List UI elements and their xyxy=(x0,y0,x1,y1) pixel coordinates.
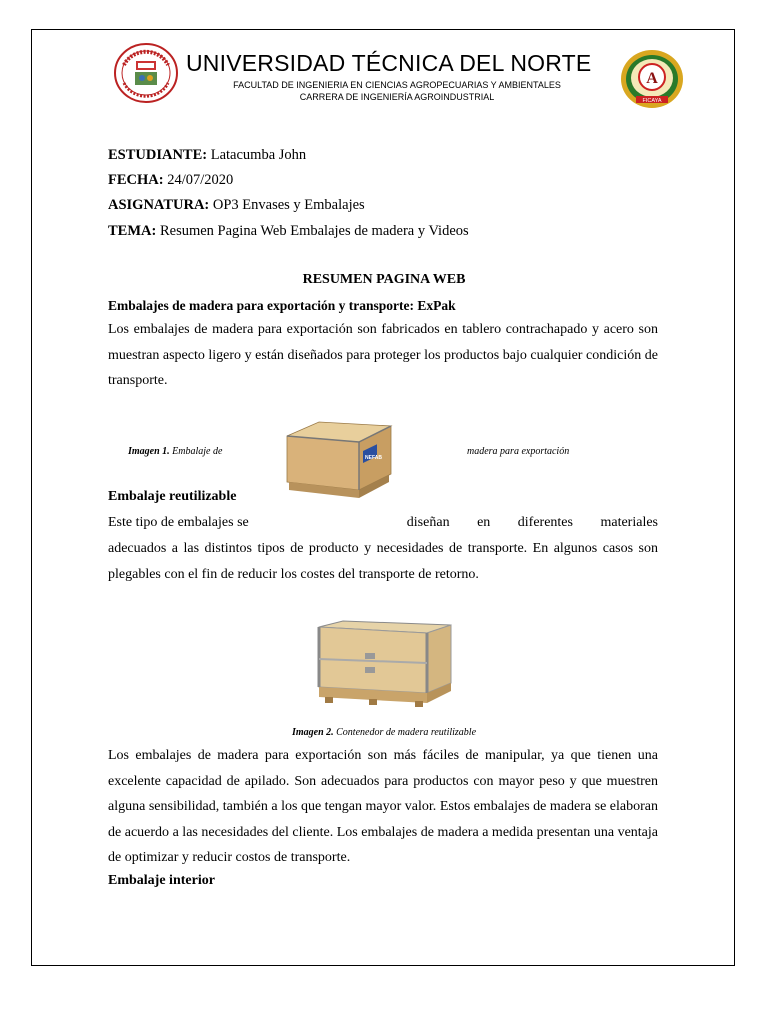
image-1-caption-right: madera para exportación xyxy=(467,446,570,457)
paragraph-reusable-line1-left: Este tipo de embalajes se xyxy=(108,515,249,530)
paragraph-reusable-line1 xyxy=(108,510,658,536)
image-2-caption-text: Contenedor de madera reutilizable xyxy=(333,727,477,738)
date-value: 24/07/2020 xyxy=(163,172,234,188)
paragraph-export-crates: Los embalajes de madera para exportación son fabricados en tablero contrachapado y acero son muestran aspecto ligero y están diseñados para proteger los productos bajo cualquier condición de transporte. xyxy=(108,322,658,388)
student-label: ESTUDIANTE: xyxy=(108,147,208,163)
faculty-name: FACULTAD DE INGENIERIA EN CIENCIAS AGROPECUARIAS Y AMBIENTALES xyxy=(233,80,561,90)
svg-text:A: A xyxy=(646,70,658,87)
export-crate-image xyxy=(279,418,394,503)
topic-label: TEMA: xyxy=(108,223,157,239)
subheading-reusable: Embalaje reutilizable xyxy=(108,489,237,504)
reusable-container-image xyxy=(315,619,452,710)
date-field xyxy=(108,172,233,189)
image-2-caption xyxy=(0,727,768,738)
subject-label: ASIGNATURA: xyxy=(108,197,210,213)
student-value: Latacumba John xyxy=(207,147,307,163)
image-1-caption-left xyxy=(128,446,222,457)
image-2-caption-label: Imagen 2. xyxy=(291,727,334,738)
paragraph-reusable-rest: adecuados a las distintos tipos de producto y necesidades de transporte. En algunos casos son plegables con el fin de reducir los costes del transporte de retorno. xyxy=(108,541,658,582)
subheading-interior: Embalaje interior xyxy=(108,873,215,888)
image-1-caption-text: Embalaje de xyxy=(169,446,223,457)
date-label: FECHA: xyxy=(108,172,164,188)
student-field xyxy=(108,147,306,164)
career-name: CARRERA DE INGENIERÍA AGROINDUSTRIAL xyxy=(299,92,495,102)
topic-value: Resumen Pagina Web Embalajes de madera y Videos xyxy=(156,223,469,239)
subject-field xyxy=(108,197,365,214)
section-title: RESUMEN PAGINA WEB xyxy=(302,272,466,287)
svg-text:FICAYA: FICAYA xyxy=(642,98,662,104)
paragraph-export-advantages: Los embalajes de madera para exportación son más fáciles de manipular, ya que tienen una excelente capacidad de apilado. Son adecuados para productos con mayor peso y que muestren alguna sensibilidad, también a los que tengan mayor valor. Estos embalajes de madera se elaboran de acuerdo a las necesidades del cliente. Los embalajes de madera a medida presentan una ventaja de optimizar y reducir costos de transporte. xyxy=(108,748,658,865)
topic-field xyxy=(108,223,469,240)
image-1-caption-label: Imagen 1. xyxy=(128,446,170,457)
subject-value: OP3 Envases y Embalajes xyxy=(209,197,365,213)
university-seal-icon xyxy=(114,43,178,103)
university-title: UNIVERSIDAD TÉCNICA DEL NORTE xyxy=(186,50,592,76)
svg-text:NEFAB: NEFAB xyxy=(365,455,382,461)
faculty-emblem-icon xyxy=(619,49,685,109)
paragraph-reusable-line1-right: diseñan en diferentes materiales xyxy=(406,515,658,530)
subheading-expak: Embalajes de madera para exportación y transporte: ExPak xyxy=(108,298,456,313)
